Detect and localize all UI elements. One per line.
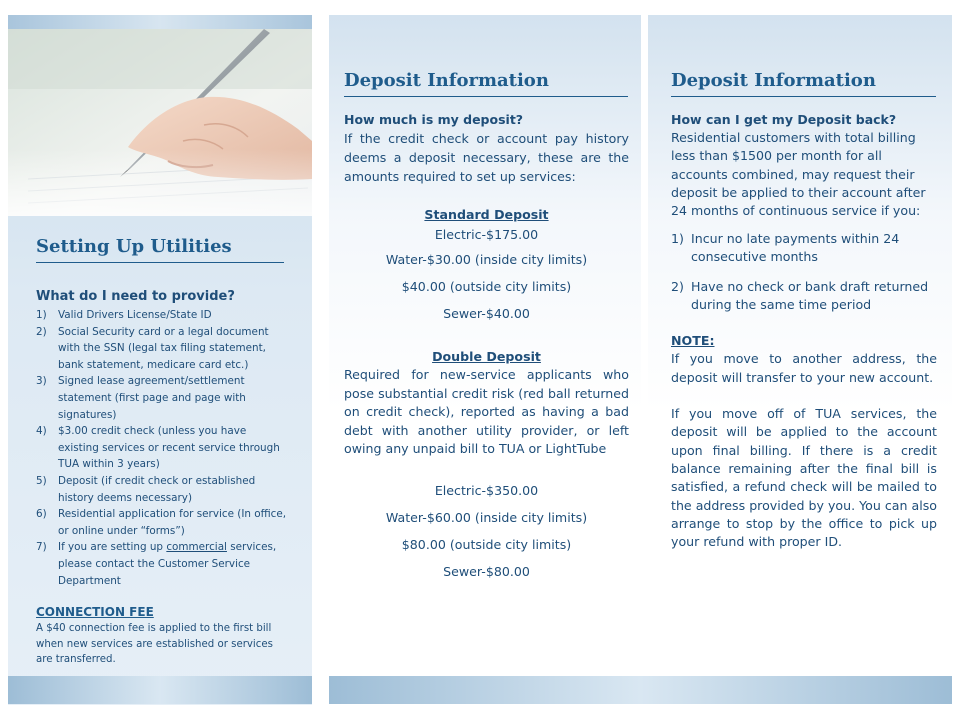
standard-sewer: Sewer-$40.00 [443,306,530,321]
list-number: 1) [671,231,684,247]
note-title: NOTE: [671,333,715,349]
list-text: Have no check or bank draft returned during the same time period [691,279,929,313]
double-water-inside: Water-$60.00 (inside city limits) [385,509,588,525]
middle-title: Deposit Information [344,70,549,91]
top-bar [8,15,312,29]
list-text-part: If you are setting up [58,541,167,554]
list-number: 3) [36,375,47,388]
double-sewer: Sewer-$80.00 [443,563,530,579]
list-number: 2) [671,279,684,295]
list-number: 6) [36,508,47,521]
requirements-list [36,307,288,589]
list-text: Valid Drivers License/State ID [58,309,212,321]
list-item [36,539,288,589]
hand-writing-photo [8,29,312,216]
commercial-underlined: commercial [166,541,227,554]
bottom-bar-left [8,676,312,704]
list-item [36,506,288,539]
list-text: Residential application for service (In office, or online under “forms”) [58,508,287,537]
right-title-rule [671,96,936,97]
double-water-outside: $80.00 (outside city limits) [401,536,572,552]
list-item [36,423,288,473]
provide-question: What do I need to provide? [36,289,235,304]
deposit-question: How much is my deposit? [344,112,524,127]
list-item [36,373,288,423]
standard-deposit-title: Standard Deposit [424,207,549,222]
list-text [58,539,288,589]
list-text: Incur no late payments within 24 consecutive months [691,231,900,265]
final-billing-text: If you move off of TUA services, the deposit will be applied to the account upon final billing. If there is a credit balance remaining after the final bill is satisfied, a refund check will be mailed to the address provided by you. You can also arrange to stop by the office to pick up your refund with proper ID. [671,406,937,550]
refund-intro: Residential customers with total billing less than $1500 per month for all accounts combined, may request their deposit be applied to their account after 24 months of continuous service if you: [671,130,926,219]
list-text: $3.00 credit check (unless you have existing services or recent service through TUA within 3 years) [58,425,280,471]
deposit-intro: If the credit check or account pay history deems a deposit necessary, these are the amounts required to set up services: [344,131,629,184]
list-item [36,324,288,374]
list-number: 4) [36,425,47,438]
list-number: 7) [36,541,47,554]
left-title: Setting Up Utilities [36,236,232,257]
standard-water-outside: $40.00 (outside city limits) [401,279,572,294]
deposit-amounts-section [344,70,629,585]
deposit-refund-section [671,70,937,551]
double-deposit-text: Required for new-service applicants who pose substantial credit risk (red ball returned on credit check), reported as having a bad debt with another utility provider, or left owing any unpaid bill to TUA or LightTube [344,367,629,456]
refund-question: How can I get my Deposit back? [671,112,897,127]
list-text: Social Security card or a legal document with the SSN (legal tax filing statement, bank statement, medicare card etc.) [58,325,269,371]
note-text: If you move to another address, the deposit will transfer to your new account. [671,351,937,385]
list-text: Deposit (if credit check or established history deems necessary) [58,474,256,504]
list-item [671,230,937,266]
refund-conditions-list [671,230,937,314]
standard-electric: Electric-$175.00 [434,227,539,242]
list-text-part: services, please contact the Customer Service Department [58,541,277,587]
standard-water-inside: Water-$30.00 (inside city limits) [385,252,588,267]
list-number: 2) [36,325,47,338]
list-item [671,278,937,314]
right-title: Deposit Information [671,70,876,91]
middle-title-rule [344,96,628,97]
list-item [36,307,288,324]
bottom-bar-right [329,676,952,704]
list-number: 5) [36,474,47,487]
double-deposit-title: Double Deposit [432,349,541,364]
connection-fee-text: A $40 connection fee is applied to the first bill when new services are established or services are transferred. [36,623,273,666]
connection-fee-title: CONNECTION FEE [36,605,154,620]
left-title-rule [36,262,284,263]
setting-up-utilities-section [36,236,288,668]
list-text: Signed lease agreement/settlement statement (first page and page with signatures) [58,375,246,421]
list-number: 1) [36,309,47,321]
list-item [36,473,288,506]
double-electric: Electric-$350.00 [434,482,539,498]
